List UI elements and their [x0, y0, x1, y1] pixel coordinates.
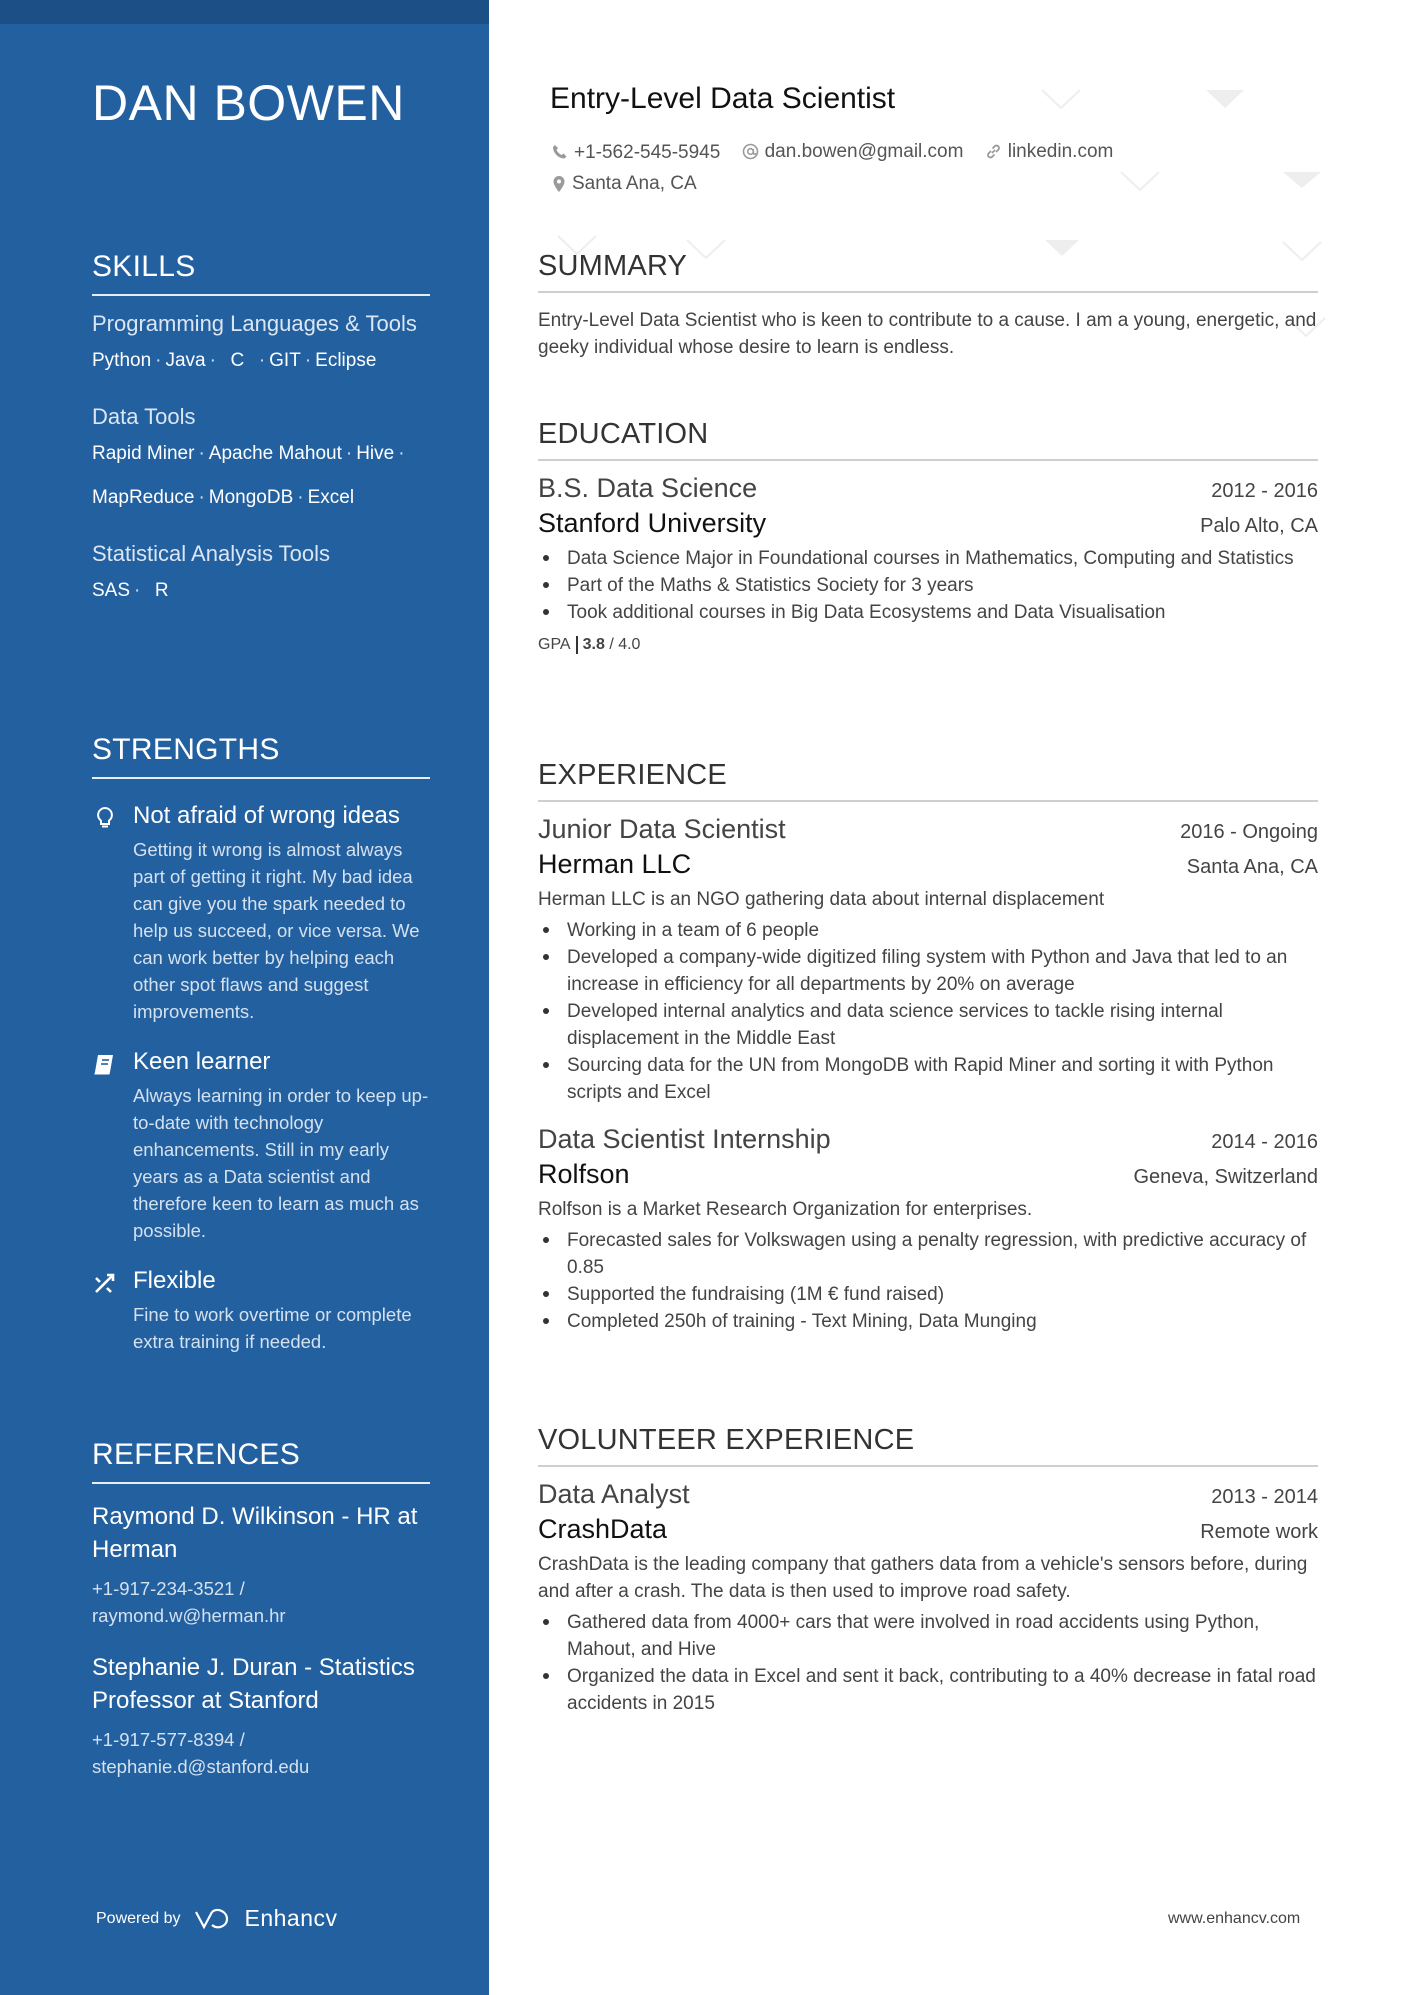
- skill-item: Python: [92, 350, 152, 371]
- experience-entry: [538, 1124, 1318, 1335]
- list-item: Supported the fundraising (1M € fund raised): [538, 1281, 1318, 1308]
- skill-item: MongoDB: [208, 487, 294, 508]
- list-item: Took additional courses in Big Data Ecosystems and Data Visualisation: [538, 599, 1318, 626]
- strength-item: [92, 1266, 430, 1355]
- list-item: Working in a team of 6 people: [538, 917, 1318, 944]
- list-item: Forecasted sales for Volkswagen using a penalty regression, with predictive accuracy of 0.85: [538, 1227, 1318, 1281]
- volunteer-role: Data Analyst: [538, 1479, 690, 1509]
- education-bullets: [538, 545, 1318, 626]
- skill-items: Rapid Miner · Apache Mahout · Hive · MapReduce · MongoDB · Excel: [92, 443, 405, 508]
- reference-name: Raymond D. Wilkinson - HR at Herman: [92, 1503, 418, 1563]
- education-title: EDUCATION: [538, 418, 1318, 461]
- experience-entry: [538, 814, 1318, 1106]
- skill-group: [92, 403, 430, 520]
- at-sign-icon: [742, 143, 759, 160]
- strength-description: Getting it wrong is almost always part of getting it right. My bad idea can give you the spark needed to help us succeed, or vice versa. We can work better by helping each other spot flaws and suggest improvements.: [133, 839, 420, 1022]
- summary-title: SUMMARY: [538, 250, 1318, 293]
- skill-item: GIT: [269, 350, 301, 371]
- contact-info: [552, 137, 1292, 202]
- skill-group-title: Programming Languages & Tools: [92, 311, 417, 336]
- sidebar: [0, 0, 489, 1995]
- strength-description: Always learning in order to keep up-to-date with technology enhancements. Still in my early years as a Data scientist and therefore keen to learn as much as possible.: [133, 1085, 429, 1241]
- volunteer-bullets: [538, 1609, 1318, 1717]
- volunteer-company: CrashData: [538, 1514, 668, 1544]
- skills-title: SKILLS: [92, 250, 430, 296]
- strength-title: Flexible: [133, 1267, 216, 1294]
- company-description: Herman LLC is an NGO gathering data about internal displacement: [538, 889, 1105, 910]
- list-item: Completed 250h of training - Text Mining, Data Munging: [538, 1308, 1318, 1335]
- skill-item: Apache Mahout: [208, 443, 342, 464]
- brand-name: Enhancv: [244, 1905, 338, 1931]
- skill-group-title: Statistical Analysis Tools: [92, 541, 331, 566]
- job-dates: 2016 - Ongoing: [1180, 821, 1318, 843]
- summary-section: [538, 250, 1318, 361]
- skill-item: Rapid Miner: [92, 443, 195, 464]
- location-contact: [552, 169, 697, 198]
- company-location: Santa Ana, CA: [1186, 856, 1318, 878]
- location-pin-icon: [552, 175, 566, 193]
- skill-item: Hive: [356, 443, 395, 464]
- email-text: dan.bowen@gmail.com: [764, 141, 964, 162]
- reference-item: [92, 1651, 430, 1780]
- job-role: Junior Data Scientist: [538, 814, 786, 844]
- volunteer-dates: 2013 - 2014: [1211, 1486, 1318, 1508]
- skill-item: MapReduce: [92, 487, 195, 508]
- strength-title: Not afraid of wrong ideas: [133, 802, 400, 829]
- website-contact[interactable]: [985, 137, 1114, 166]
- powered-by-label: Powered by: [96, 1909, 181, 1927]
- education-section: [538, 418, 1318, 654]
- reference-name: Stephanie J. Duran - Statistics Professor at Stanford: [92, 1654, 415, 1714]
- volunteer-section: [538, 1424, 1318, 1717]
- strength-item: [92, 801, 430, 1025]
- skill-items: Python · Java · C · GIT · Eclipse: [92, 350, 377, 371]
- company-name: Herman LLC: [538, 849, 692, 879]
- list-item: Developed internal analytics and data science services to tackle rising internal displacement in the Middle East: [538, 998, 1318, 1052]
- summary-text: Entry-Level Data Scientist who is keen to contribute to a cause. I am a young, energetic, and geeky individual whose desire to learn is endless.: [538, 310, 1317, 358]
- experience-section: [538, 759, 1318, 1335]
- phone-contact[interactable]: [552, 138, 720, 167]
- experience-title: EXPERIENCE: [538, 759, 1318, 802]
- reference-item: [92, 1500, 430, 1629]
- reference-contact: +1-917-577-8394 / stephanie.d@stanford.edu: [92, 1729, 310, 1777]
- brand-logo[interactable]: [193, 1905, 338, 1932]
- job-dates: 2014 - 2016: [1211, 1131, 1318, 1153]
- skill-group-title: Data Tools: [92, 404, 196, 429]
- strengths-title: STRENGTHS: [92, 733, 430, 779]
- job-bullets: [538, 1227, 1318, 1335]
- list-item: Gathered data from 4000+ cars that were involved in road accidents using Python, Mahout, and Hive: [538, 1609, 1318, 1663]
- flexible-arrows-icon: [92, 1270, 118, 1296]
- degree: B.S. Data Science: [538, 473, 758, 503]
- location-text: Santa Ana, CA: [572, 173, 697, 194]
- website-text: linkedin.com: [1007, 141, 1114, 162]
- skills-section: [92, 250, 430, 613]
- volunteer-description: CrashData is the leading company that gathers data from a vehicle's sensors before, during and after a crash. The data is then used to improve road safety.: [538, 1554, 1308, 1602]
- job-bullets: [538, 917, 1318, 1106]
- book-icon: [92, 1051, 118, 1077]
- enhancv-logo-icon: [193, 1908, 237, 1930]
- skill-group: [92, 540, 430, 613]
- gpa: [538, 636, 1318, 654]
- school-name: Stanford University: [538, 508, 767, 538]
- job-role: Data Scientist Internship: [538, 1124, 831, 1154]
- strengths-section: [92, 733, 430, 1355]
- email-contact[interactable]: [742, 137, 964, 166]
- sidebar-top-band: [0, 0, 489, 24]
- school-location: Palo Alto, CA: [1200, 515, 1318, 537]
- gpa-value: 3.8: [582, 636, 605, 654]
- skill-items: SAS · R: [92, 580, 169, 601]
- powered-by: [96, 1905, 338, 1932]
- phone-text: +1-562-545-5945: [574, 141, 721, 163]
- skill-item: R: [154, 580, 169, 601]
- gpa-label: GPA: [538, 636, 571, 654]
- link-icon: [985, 143, 1002, 160]
- reference-contact: +1-917-234-3521 / raymond.w@herman.hr: [92, 1578, 286, 1626]
- skill-item: SAS: [92, 580, 131, 601]
- volunteer-location: Remote work: [1200, 1521, 1318, 1543]
- volunteer-title: VOLUNTEER EXPERIENCE: [538, 1424, 1318, 1467]
- references-title: REFERENCES: [92, 1438, 430, 1484]
- list-item: Organized the data in Excel and sent it back, contributing to a 40% decrease in fatal road accidents in 2015: [538, 1663, 1318, 1717]
- phone-icon: [552, 144, 568, 160]
- footer-url[interactable]: www.enhancv.com: [1168, 1910, 1301, 1927]
- skill-group: [92, 310, 430, 383]
- lightbulb-icon: [92, 805, 118, 831]
- education-dates: 2012 - 2016: [1211, 480, 1318, 502]
- strength-title: Keen learner: [133, 1048, 271, 1075]
- skill-item: Java: [165, 350, 206, 371]
- strength-description: Fine to work overtime or complete extra training if needed.: [133, 1304, 412, 1352]
- volunteer-entry: [538, 1479, 1318, 1717]
- list-item: Data Science Major in Foundational courses in Mathematics, Computing and Statistics: [538, 545, 1318, 572]
- candidate-name: DAN BOWEN: [92, 75, 405, 131]
- strength-item: [92, 1047, 430, 1244]
- list-item: Developed a company-wide digitized filing system with Python and Java that led to an increase in efficiency for all departments by 20% on average: [538, 944, 1318, 998]
- skill-item: Eclipse: [315, 350, 377, 371]
- education-entry: [538, 473, 1318, 654]
- references-section: [92, 1438, 430, 1780]
- skill-item: Excel: [307, 487, 355, 508]
- company-name: Rolfson: [538, 1159, 630, 1189]
- skill-item: C: [230, 350, 245, 371]
- list-item: Part of the Maths & Statistics Society for 3 years: [538, 572, 1318, 599]
- list-item: Sourcing data for the UN from MongoDB with Rapid Miner and sorting it with Python scripts and Excel: [538, 1052, 1318, 1106]
- company-location: Geneva, Switzerland: [1133, 1166, 1318, 1188]
- gpa-max: / 4.0: [609, 636, 641, 654]
- headline: Entry-Level Data Scientist: [550, 82, 896, 115]
- company-description: Rolfson is a Market Research Organization for enterprises.: [538, 1199, 1033, 1220]
